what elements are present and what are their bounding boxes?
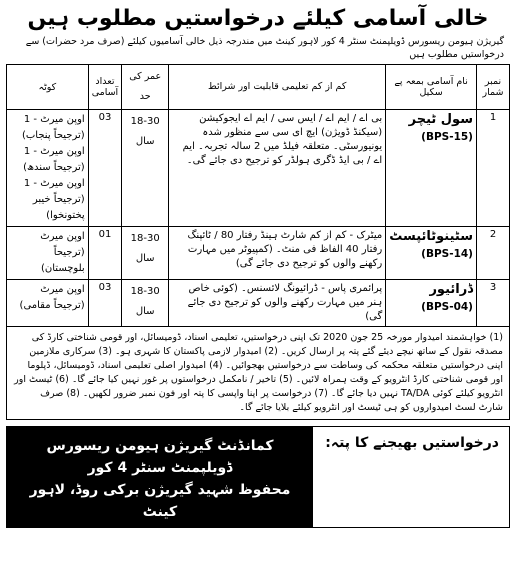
pay-scale: (BPS-04) — [421, 301, 473, 313]
header-qualification: کم از کم تعلیمی قابلیت اور شرائط — [169, 65, 386, 110]
headline: خالی آسامی کیلئے درخواستیں مطلوب ہیں — [27, 6, 489, 31]
vacancy-table — [6, 64, 510, 327]
row-qualification: بی اے / ایم اے / ایس سی / ایم اے ایجوکیشن (سیکنڈ ڈویژن) ایچ ای سی سے منظور شدہ یونیورسٹی۔ متعلقہ فیلڈ میں 2 سالہ تجربہ۔ ایم اے / بی ایڈ ڈگری ہولڈر کو ترجیح دی جائے گی۔ — [169, 110, 386, 227]
address-line-1: کمانڈنٹ گیریژن ہیومن ریسورس ڈویلپمنٹ سنٹر 4 کور — [46, 438, 274, 476]
instructions-notes: (1) خواہشمند امیدوار مورخہ 25 جون 2020 تک اپنی درخواستیں، تعلیمی اسناد، ڈومیسائل، اور قومی شناختی کارڈ کی مصدقہ نقول کے ساتھ نیچے دیئے گئے پتہ پر ارسال کریں۔ (2) امیدوار لازمی پاکستان کا شہری ہو۔ (3) سرکاری ملازمین اپنی درخواستیں متعلقہ محکمہ کی وساطت سے درخواستیں بھجوائیں۔ (4) امیدوار اصلی تعلیمی اسناد، ڈومیسائل، ڈپلوما اور قومی شناختی کارڈ انٹرویو کے وقت ہمراہ لائیں۔ (5) تاخیر / نامکمل درخواستوں پر غور نہیں کیا جائے گا۔ (6) ٹیسٹ اور انٹرویو کیلئے کوئی TA/DA نہیں دیا جائے گا۔ (7) درخواست پر اپنا واپسی کا پتہ اور فون نمبر ضرور لکھیں۔ (8) صرف شارٹ لسٹ امیدواروں کو ہی ٹیسٹ اور انٹرویو کیلئے بلایا جائے گا۔ — [6, 327, 510, 420]
address-line-2: محفوظ شہید گیریژن برکی روڈ، لاہور کینٹ — [29, 482, 291, 520]
row-age: 18-30 سال — [122, 280, 169, 327]
row-serial: 1 — [477, 110, 510, 227]
row-quota: اوپن میرٹ - 1 (ترجیحاً پنجاب) اوپن میرٹ - 1 (ترجیحاً سندھ) اوپن میرٹ - 1 (ترجیحاً خیبر پختونخوا) — [7, 110, 89, 227]
header-serial: نمبر شمار — [477, 65, 510, 110]
row-age: 18-30 سال — [122, 227, 169, 280]
header-count: تعداد آسامی — [88, 65, 122, 110]
row-count: 03 — [88, 280, 122, 327]
row-post — [386, 280, 477, 327]
row-serial: 2 — [477, 227, 510, 280]
header-age: عمر کی حد — [122, 65, 169, 110]
row-post — [386, 227, 477, 280]
post-name: سٹینوٹائپسٹ — [389, 229, 473, 244]
address-body — [7, 427, 313, 547]
row-count: 01 — [88, 227, 122, 280]
row-post — [386, 110, 477, 227]
post-name: سول ٹیچر — [408, 112, 473, 127]
header-post: نام آسامی بمعہ پے سکیل — [386, 65, 477, 110]
row-age: 18-30 سال — [122, 110, 169, 227]
table-row — [7, 227, 510, 280]
table-row — [7, 110, 510, 227]
row-quota: اوپن میرٹ (ترجیحاً بلوچستان) — [7, 227, 89, 280]
address-label: درخواستیں بھیجنے کا پتہ: — [325, 435, 499, 451]
table-row — [7, 280, 510, 327]
row-quota: اوپن میرٹ (ترجیحاً مقامی) — [7, 280, 89, 327]
row-count: 03 — [88, 110, 122, 227]
pay-scale: (BPS-15) — [421, 131, 473, 143]
pay-scale: (BPS-14) — [421, 248, 473, 260]
row-serial: 3 — [477, 280, 510, 327]
header-quota: کوٹہ — [7, 65, 89, 110]
address-box — [6, 426, 510, 547]
post-name: ڈرائیور — [429, 282, 473, 297]
row-qualification: پرائمری پاس - ڈرائیونگ لائسنس۔ (کوئی خاص ہنر میں مہارت رکھنے والوں کو ترجیح دی جائے گی) — [169, 280, 386, 327]
intro-text: گیریژن ہیومن ریسورس ڈویلپمنٹ سنٹر 4 کور لاہور کینٹ میں مندرجہ ذیل خالی آسامیوں کیلئے (صرف مرد حضرات) سے درخواستیں مطلوب ہیں — [25, 36, 504, 60]
row-qualification: میٹرک - کم از کم شارٹ ہینڈ رفتار 80 / ٹائپنگ رفتار 40 الفاظ فی منٹ۔ (کمپیوٹر میں مہارت رکھنے والوں کو ترجیح دی جائے گی) — [169, 227, 386, 280]
table-header-row — [7, 65, 510, 110]
phone-number: (042-37167039) — [92, 529, 228, 547]
